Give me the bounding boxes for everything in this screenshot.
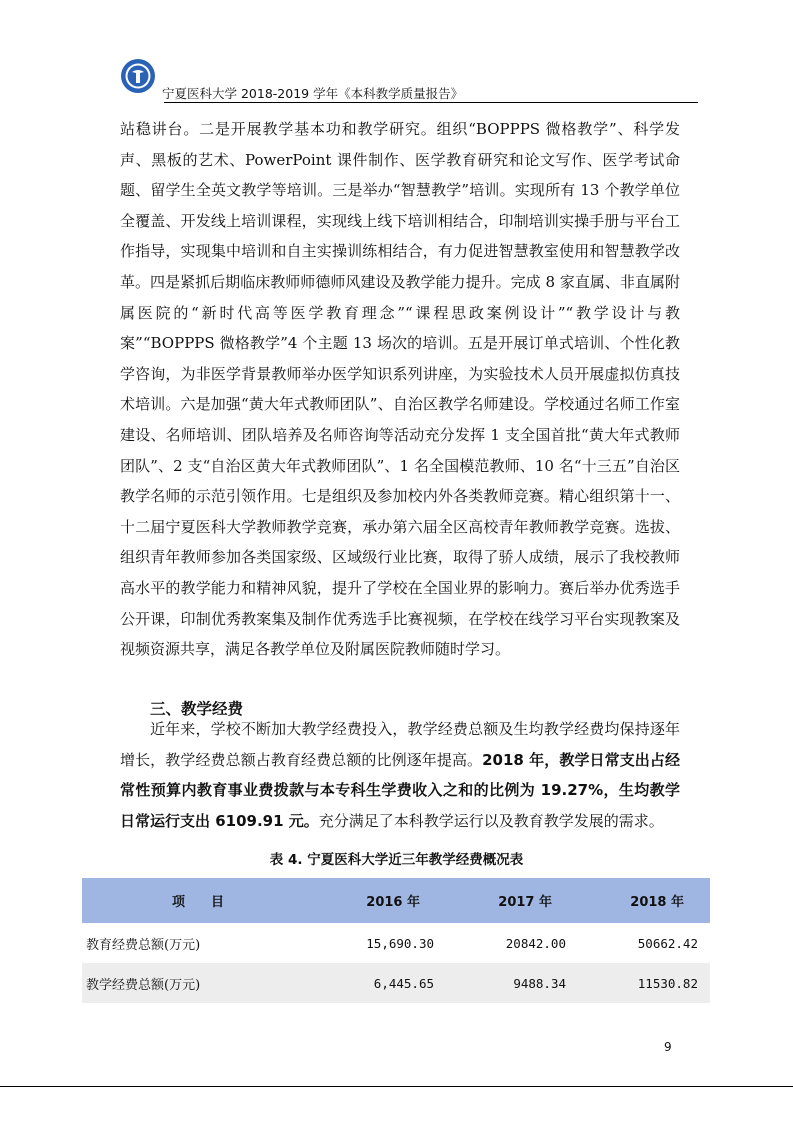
table-caption: 表 4. 宁夏医科大学近三年教学经费概况表 — [269, 852, 524, 868]
paragraph-2-normal: 近年来，学校不断加大教学经费投入，教学经费总额及生均教学经费均保持逐年增长，教学经费总额占教育经费总额的比例逐年提高。 — [120, 720, 680, 769]
paragraph-2-bold: 2018 年，教学日常支出占经常性预算内教育事业费拨款与本专科生学费收入之和的比例为 19.27%，生均教学日常运行支出 6109.91 元。 — [120, 750, 680, 830]
university-seal-icon — [120, 58, 156, 94]
column-header-2016: 2016 年 — [314, 878, 446, 923]
page-number: 9 — [664, 1040, 672, 1054]
cell-value: 15,690.30 — [366, 935, 435, 951]
table-header-row — [82, 878, 710, 923]
header-title: 宁夏医科大学 2018-2019 学年《本科教学质量报告》 — [162, 86, 464, 101]
column-header-2017: 2017 年 — [446, 878, 578, 923]
paragraph-2-tail: 充分满足了本科教学运行以及教育教学发展的需求。 — [318, 811, 664, 830]
body-paragraph-2 — [120, 714, 680, 836]
cell-value: 20842.00 — [505, 935, 566, 951]
funding-table — [82, 878, 710, 1003]
row-label: 教育经费总额(万元) — [86, 937, 201, 953]
cell-value: 50662.42 — [637, 935, 698, 951]
table-row — [82, 923, 710, 963]
cell-value: 6,445.65 — [314, 963, 446, 1003]
column-header-item: 项 目 — [82, 878, 314, 923]
row-label: 教学经费总额(万元) — [82, 963, 314, 1003]
table-row — [82, 963, 710, 1003]
body-paragraph-1: 站稳讲台。二是开展教学基本功和教学研究。组织“BOPPPS 微格教学”、科学发声、黑板的艺术、PowerPoint 课件制作、医学教育研究和论文写作、医学考试命题、留学生全英文教学等培训。三是举办“智慧教学”培训。实现所有 13 个教学单位全覆盖、开发线上培训课程，实现线上线下培训相结合，印制培训实操手册与平台工作指导，实现集中培训和自主实操训练相结合，有力促进智慧教室使用和智慧教学改革。四是紧抓后期临床教师师德师风建设及教学能力提升。完成 8 家直属、非直属附属医院的“新时代高等医学教育理念”“课程思政案例设计”“教学设计与教案”“BOPPPS 微格教学”4 个主题 13 场次的培训。五是开展订单式培训、个性化教学咨询，为非医学背景教师举办医学知识系列讲座，为实验技术人员开展虚拟仿真技术培训。六是加强“黄大年式教师团队”、自治区教学名师建设。学校通过名师工作室建设、名师培训、团队培养及名师咨询等活动充分发挥 1 支全国首批“黄大年式教师团队”、2 支“自治区黄大年式教师团队”、1 名全国模范教师、10 名“十三五”自治区教学名师的示范引领作用。七是组织及参加校内外各类教师竞赛。精心组织第十一、十二届宁夏医科大学教师教学竞赛，承办第六届全区高校青年教师教学竞赛。选拔、组织青年教师参加各类国家级、区域级行业比赛，取得了骄人成绩，展示了我校教师高水平的教学能力和精神风貌，提升了学校在全国业界的影响力。赛后举办优秀选手公开课，印制优秀教案集及制作优秀选手比赛视频，在学校在线学习平台实现教案及视频资源共享，满足各教学单位及附属医院教师随时学习。 — [120, 120, 680, 659]
section-heading: 三、教学经费 — [150, 700, 244, 718]
page-header — [98, 58, 698, 104]
column-header-2018: 2018 年 — [578, 878, 710, 923]
footer-rule — [0, 1086, 793, 1087]
cell-value: 11530.82 — [578, 963, 710, 1003]
header-rule — [164, 102, 698, 103]
cell-value: 9488.34 — [446, 963, 578, 1003]
